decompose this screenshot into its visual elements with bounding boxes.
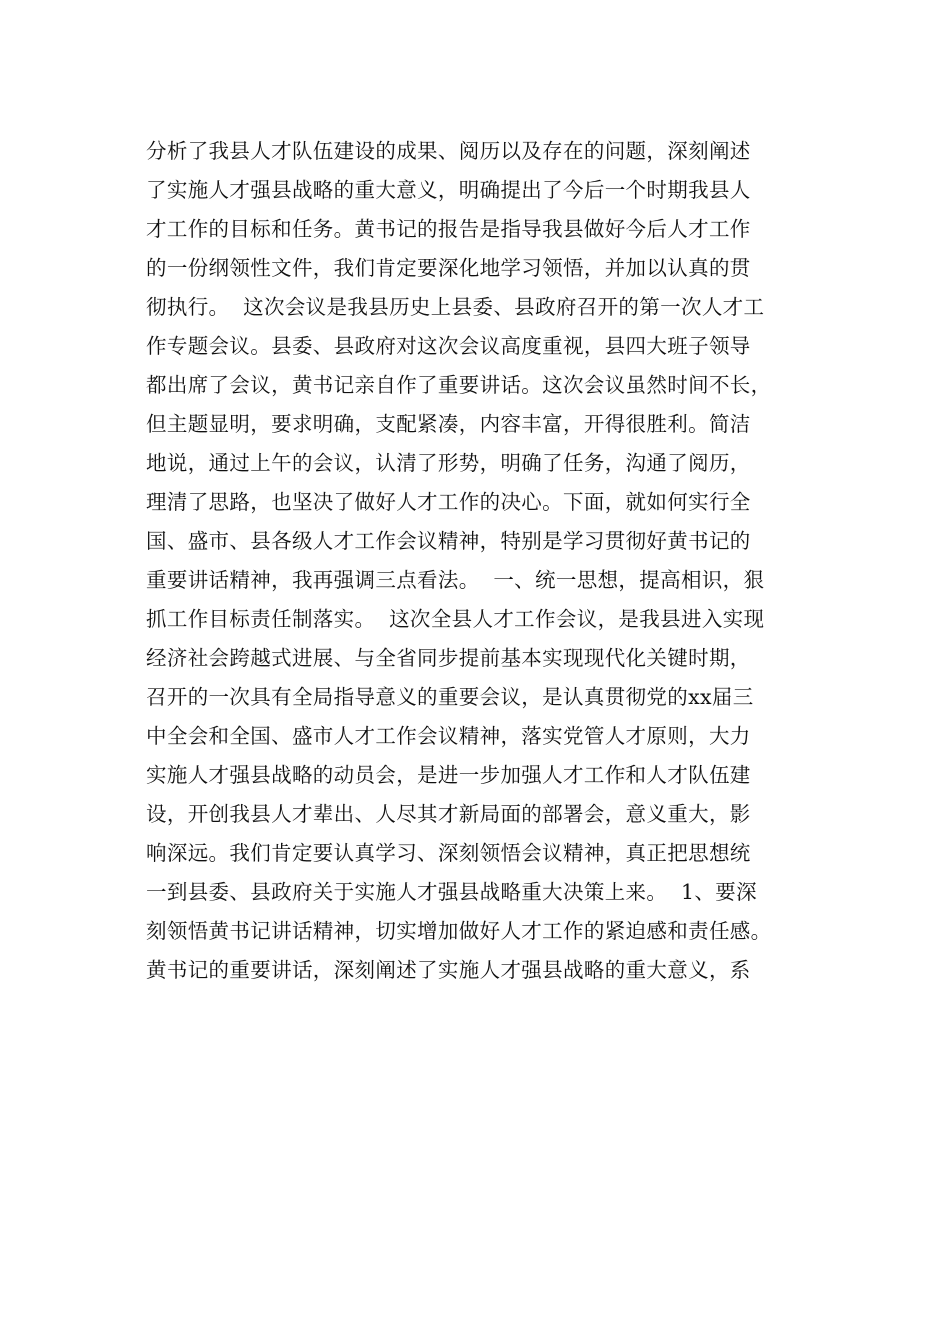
text-line: 黄书记的重要讲话，深刻阐述了实施人才强县战略的重大意义，系 — [146, 958, 751, 982]
text-line: 才工作的目标和任务。黄书记的报告是指导我县做好今后人才工作 — [146, 217, 751, 241]
text-line: 作专题会议。县委、县政府对这次会议高度重视，县四大班子领导 — [146, 334, 751, 358]
text-line: 刻领悟黄书记讲话精神，切实增加做好人才工作的紧迫感和责任感。 — [146, 919, 772, 943]
text-line: 中全会和全国、盛市人才工作会议精神，落实党管人才原则，大力 — [146, 724, 751, 748]
text-line: 理清了思路，也坚决了做好人才工作的决心。下面，就如何实行全 — [146, 490, 751, 514]
text-line: 的一份纲领性文件，我们肯定要深化地学习领悟，并加以认真的贯 — [146, 256, 751, 280]
text-line: 了实施人才强县战略的重大意义，明确提出了今后一个时期我县人 — [146, 178, 751, 202]
text-line: 召开的一次具有全局指导意义的重要会议，是认真贯彻党的xx届三 — [146, 685, 754, 709]
text-line: 设，开创我县人才辈出、人尽其才新局面的部署会，意义重大，影 — [146, 802, 751, 826]
text-line: 实施人才强县战略的动员会，是进一步加强人才工作和人才队伍建 — [146, 763, 751, 787]
text-line: 重要讲话精神，我再强调三点看法。 一、统一思想，提高相识，狠 — [146, 568, 765, 592]
text-line: 响深远。我们肯定要认真学习、深刻领悟会议精神，真正把思想统 — [146, 841, 751, 865]
text-line: 抓工作目标责任制落实。 这次全县人才工作会议，是我县进入实现 — [146, 607, 765, 631]
text-line: 但主题显明，要求明确，支配紧凑，内容丰富，开得很胜利。简洁 — [146, 412, 751, 436]
body-text — [146, 132, 826, 990]
text-line: 地说，通过上午的会议，认清了形势，明确了任务，沟通了阅历， — [146, 451, 751, 475]
text-line: 分析了我县人才队伍建设的成果、阅历以及存在的问题，深刻阐述 — [146, 139, 751, 163]
text-line: 国、盛市、县各级人才工作会议精神，特别是学习贯彻好黄书记的 — [146, 529, 751, 553]
text-line: 都出席了会议，黄书记亲自作了重要讲话。这次会议虽然时间不长， — [146, 373, 772, 397]
text-line: 彻执行。 这次会议是我县历史上县委、县政府召开的第一次人才工 — [146, 295, 765, 319]
text-line: 一到县委、县政府关于实施人才强县战略重大决策上来。 1、要深 — [146, 880, 757, 904]
text-line: 经济社会跨越式进展、与全省同步提前基本实现现代化关键时期， — [146, 646, 751, 670]
